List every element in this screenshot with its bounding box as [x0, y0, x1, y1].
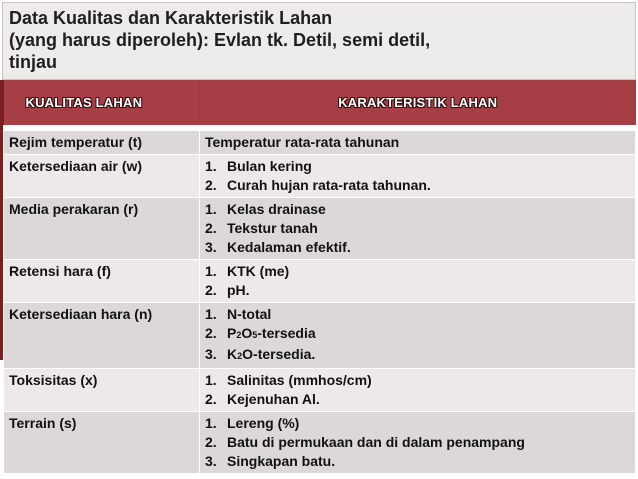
characteristic-list [205, 414, 631, 471]
item-number: 1. [205, 158, 217, 174]
list-item [205, 176, 631, 195]
item-number: 2. [205, 177, 217, 193]
header-kualitas-lahan: KUALITAS LAHAN [4, 80, 200, 128]
table-row [4, 155, 636, 198]
characteristic-cell [200, 155, 636, 198]
quality-cell: Rejim temperatur (t) [4, 128, 200, 155]
item-text: P2O5-tersedia [227, 325, 316, 341]
table-row [4, 198, 636, 260]
characteristic-list [205, 305, 631, 366]
list-item [205, 433, 631, 452]
item-number: 3. [205, 453, 217, 469]
item-text: Batu di permukaan dan di dalam penampang [227, 434, 525, 450]
table-row [4, 128, 636, 155]
item-text: Singkapan batu. [227, 453, 336, 469]
list-item [205, 324, 631, 345]
table-row [4, 369, 636, 412]
item-number: 2. [205, 282, 217, 298]
characteristic-list [205, 157, 631, 195]
item-text: Bulan kering [227, 158, 312, 174]
characteristic-list [205, 371, 631, 409]
list-item [205, 414, 631, 433]
characteristic-cell [200, 198, 636, 260]
item-number: 3. [205, 346, 217, 362]
table-row [4, 303, 636, 369]
characteristic-cell [200, 260, 636, 303]
item-text: KTK (me) [227, 263, 290, 279]
quality-cell: Retensi hara (f) [4, 260, 200, 303]
quality-cell: Media perakaran (r) [4, 198, 200, 260]
characteristic-cell [200, 303, 636, 369]
quality-cell: Toksisitas (x) [4, 369, 200, 412]
item-text: K2O-tersedia. [227, 346, 316, 362]
item-number: 1. [205, 372, 217, 388]
header-karakteristik-lahan: KARAKTERISTIK LAHAN [200, 80, 636, 128]
list-item [205, 219, 631, 238]
characteristic-text: Temperatur rata-rata tahunan [205, 134, 400, 150]
item-text: Tekstur tanah [227, 220, 318, 236]
item-number: 3. [205, 239, 217, 255]
title-line-2: (yang harus diperoleh): Evlan tk. Detil, semi detil, [9, 30, 431, 50]
title-line-1: Data Kualitas dan Karakteristik Lahan [9, 8, 333, 28]
item-number: 1. [205, 201, 217, 217]
list-item [205, 157, 631, 176]
land-quality-table [3, 80, 636, 474]
item-text: pH. [227, 282, 250, 298]
item-number: 2. [205, 391, 217, 407]
item-text: N-total [227, 306, 272, 322]
item-text: Kelas drainase [227, 201, 326, 217]
list-item [205, 262, 631, 281]
item-number: 2. [205, 220, 217, 236]
item-text: Salinitas (mmhos/cm) [227, 372, 372, 388]
characteristic-cell [200, 128, 636, 155]
list-item [205, 281, 631, 300]
list-item [205, 371, 631, 390]
item-number: 1. [205, 415, 217, 431]
item-text: Kejenuhan Al. [227, 391, 320, 407]
characteristic-list [205, 262, 631, 300]
item-text: Curah hujan rata-rata tahunan. [227, 177, 431, 193]
quality-cell: Terrain (s) [4, 412, 200, 474]
characteristic-cell [200, 412, 636, 474]
title-line-3: tinjau [9, 52, 57, 72]
quality-cell: Ketersediaan hara (n) [4, 303, 200, 369]
table-header-row [4, 80, 636, 128]
list-item [205, 452, 631, 471]
quality-cell: Ketersediaan air (w) [4, 155, 200, 198]
characteristic-list [205, 200, 631, 257]
list-item [205, 345, 631, 366]
item-text: Kedalaman efektif. [227, 239, 351, 255]
list-item [205, 390, 631, 409]
table-row [4, 260, 636, 303]
item-number: 1. [205, 306, 217, 322]
slide-title [2, 2, 636, 80]
item-number: 1. [205, 263, 217, 279]
characteristic-cell [200, 369, 636, 412]
item-text: Lereng (%) [227, 415, 300, 431]
item-number: 2. [205, 434, 217, 450]
table-row [4, 412, 636, 474]
list-item [205, 305, 631, 324]
item-number: 2. [205, 325, 217, 341]
list-item [205, 238, 631, 257]
list-item [205, 200, 631, 219]
